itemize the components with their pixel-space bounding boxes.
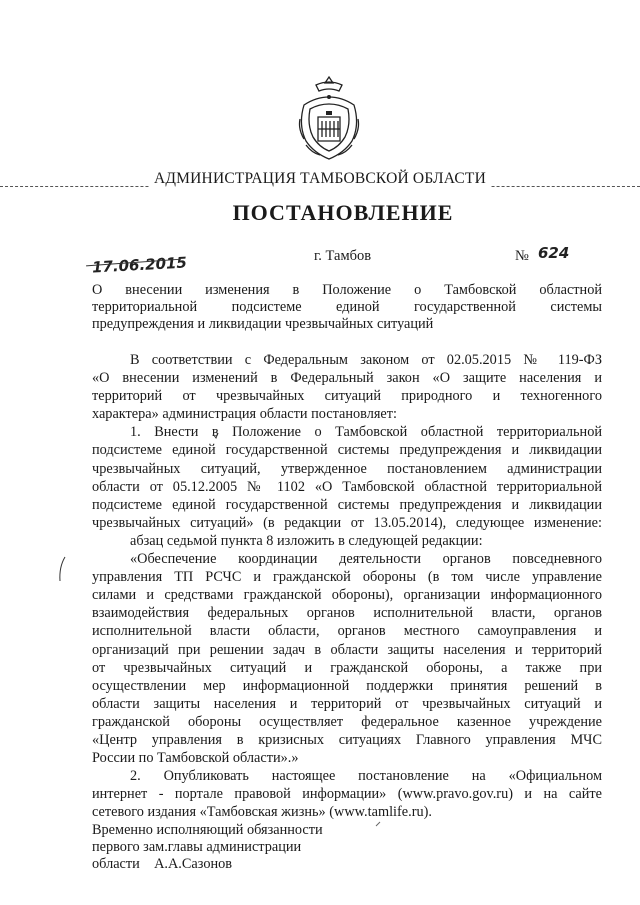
organization-name: АДМИНИСТРАЦИЯ ТАМБОВСКОЙ ОБЛАСТИ [0, 170, 640, 188]
city: г. Тамбов [314, 248, 372, 264]
body-line: абзац седьмой пункта 8 изложить в следующей редакции: [130, 532, 483, 549]
subject-line: территориальной подсистеме единой государственной системы [92, 299, 602, 315]
body-line: 1. Внести в Положение о Тамбовской областной территориальной [130, 424, 602, 441]
body-line: организаций при решении задач в области защиты населения и территорий [92, 641, 602, 658]
signature-line: области А.А.Сазонов [92, 856, 233, 872]
body-line: области от 05.12.2005 № 1102 «О Тамбовской областной территориальной [92, 478, 602, 495]
body-line: «О внесении изменений в Федеральный закон «О защите населения и [92, 370, 602, 387]
body-line: подсистеме единой государственной системы предупреждения и ликвидации [92, 496, 602, 513]
handwritten-number: 624 [538, 244, 570, 262]
body-line: В соответствии с Федеральным законом от 02.05.2015 № 119-ФЗ [130, 352, 602, 368]
signature-block [92, 822, 323, 873]
body-line: «Обеспечение координации деятельности органов повседневного [130, 551, 602, 568]
body-line: интернет - портале правовой информации» (www.pravo.gov.ru) и на сайте [92, 786, 602, 803]
handwritten-date: 17.06.2015 [91, 253, 188, 277]
subject-line: предупреждения и ликвидации чрезвычайных ситуаций [92, 316, 434, 332]
body-line: 2. Опубликовать настоящее постановление на «Официальном [130, 768, 602, 785]
body-line: силами и средствами гражданской обороны), организации информационного [92, 587, 602, 604]
body-line: «Центр управления в кризисных ситуациях Главного управления МЧС [92, 731, 602, 748]
document-body [92, 351, 602, 821]
body-line: взаимодействия федеральных органов исполнительной власти, органов [92, 605, 602, 622]
body-line: России по Тамбовской области».» [92, 750, 299, 767]
body-line: подсистеме единой государственной системы предупреждения и ликвидации [92, 442, 602, 459]
body-line: исполнительной власти области, органов местного самоуправления и [92, 623, 602, 640]
body-line: сетевого издания «Тамбовская жизнь» (www.tamlife.ru). [92, 804, 432, 821]
subject-line: О внесении изменения в Положение о Тамбовской областной [92, 282, 602, 298]
body-line: территорий от чрезвычайных ситуаций природного и техногенного [92, 388, 602, 405]
signature-line: Временно исполняющий обязанности [92, 822, 323, 838]
margin-pen-mark [56, 555, 68, 583]
number-label: № [515, 248, 529, 264]
document-type-title: ПОСТАНОВЛЕНИЕ [232, 200, 454, 225]
body-line: чрезвычайных ситуаций, утвержденное постановлением администрации [92, 460, 602, 477]
document-subject [92, 282, 602, 333]
coat-of-arms-emblem [296, 75, 362, 163]
body-line: управления ТП РСЧС и гражданской обороны (в том числе управление [92, 569, 602, 586]
stray-pen-dot [374, 820, 382, 828]
body-line: от чрезвычайных ситуаций и гражданской обороны, а также при [92, 659, 602, 676]
body-line: чрезвычайных ситуаций» (в редакции от 13.05.2014), следующее изменение: [92, 514, 602, 531]
body-line: осуществлении мер информационной поддержки принятия решений в [92, 677, 602, 694]
body-line: гражданской обороны осуществляет федеральное казенное учреждение [92, 713, 602, 730]
signature-line: первого зам.главы администрации [92, 839, 302, 855]
body-line: характера» администрация области постановляет: [92, 406, 397, 423]
body-line: области защиты населения и территорий от чрезвычайных ситуаций и [92, 695, 602, 712]
handwritten-tick-mark [212, 432, 220, 440]
